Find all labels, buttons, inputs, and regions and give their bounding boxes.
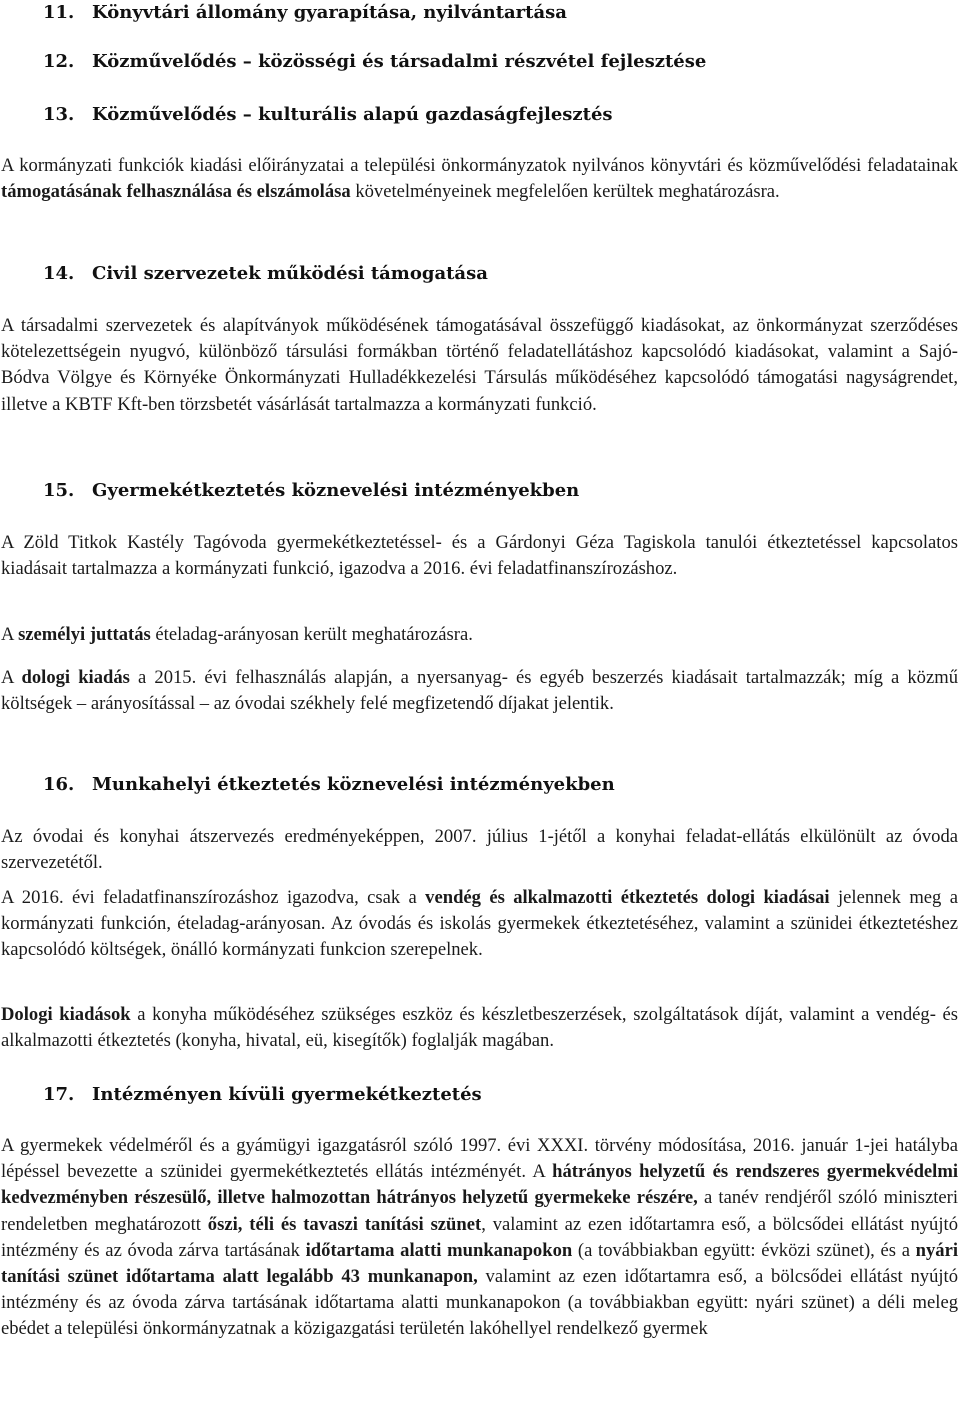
section-title: Civil szervezetek működési támogatása <box>92 263 488 284</box>
text-run: jelennek meg a kormányzati funkción, ételadag-arányosan. Az óvodás és iskolás gyermekek étkeztetéséhez, valamint a szünidei étkeztetéshez kapcsolódó költségek, önálló kormányzati funkcion szerepelnek. <box>1 887 958 961</box>
paragraph <box>1 824 958 876</box>
section-number: 12. <box>43 51 75 72</box>
text-run: A 2016. évi feladatfinanszírozáshoz igazodva, csak a <box>1 887 426 908</box>
text-run: A <box>1 667 22 688</box>
text-run: követelményeinek megfelelően kerültek meghatározásra. <box>350 181 780 203</box>
text-run: valamint az ezen időtartamra eső, a bölcsődei ellátást nyújtó intézmény és az óvoda zárva tartásának időtartama alatti munkanapokon (a továbbiakban együtt: nyári szünet) a déli meleg ebédet a települési önkormányzatnak a közigazgatási területén lakóhellyel rendelkező gyermek <box>1 1266 958 1340</box>
paragraph <box>1 1133 958 1343</box>
text-run: , valamint az ezen időtartamra eső, a bölcsődei ellátást nyújtó intézmény és az óvoda zárva tartásának <box>1 1213 958 1261</box>
paragraph <box>1 153 958 205</box>
section-number: 17. <box>43 1084 75 1105</box>
section-number: 13. <box>43 104 75 125</box>
text-run: A <box>1 624 19 645</box>
paragraph <box>1 530 958 582</box>
text-run: (a továbbiakban együtt: évközi szünet), és a <box>572 1239 916 1261</box>
paragraph <box>1 665 958 717</box>
section-number: 16. <box>43 774 75 795</box>
text-run: a tanév rendjéről szóló miniszteri rendeletben meghatározott <box>1 1187 958 1235</box>
text-run: ételadag-arányosan került meghatározásra. <box>150 624 473 645</box>
section-title: Gyermekétkeztetés köznevelési intézményekben <box>92 480 580 501</box>
section-title: Intézményen kívüli gyermekétkeztetés <box>92 1084 482 1105</box>
bold-text-run: nyári tanítási szünet időtartama alatt legalább 43 munkanapon, <box>1 1239 958 1288</box>
bold-text-run: személyi juttatás <box>18 624 151 645</box>
section-number: 11. <box>43 2 75 23</box>
bold-text-run: dologi kiadás <box>21 667 130 688</box>
section-title: Könyvtári állomány gyarapítása, nyilvántartása <box>92 2 567 23</box>
bold-text-run: időtartama alatti munkanapokon <box>305 1239 573 1261</box>
bold-text-run: vendég és alkalmazotti étkeztetés dologi kiadásai <box>425 887 830 908</box>
text-run: A kormányzati funkciók kiadási előirányzatai a települési önkormányzatok nyilvános könyvtári és közművelődési feladatainak <box>1 155 958 176</box>
section-number: 15. <box>43 480 75 501</box>
bold-text-run: őszi, téli és tavaszi tanítási szünet <box>207 1213 482 1235</box>
section-title: Közművelődés – kulturális alapú gazdaságfejlesztés <box>92 104 613 125</box>
text-run: Az óvodai és konyhai átszervezés eredményeképpen, 2007. július 1-jétől a konyhai feladat-ellátás elkülönült az óvoda szervezetétől. <box>1 826 958 874</box>
paragraph <box>1 885 958 964</box>
text-run: a 2015. évi felhasználás alapján, a nyersanyag- és egyéb beszerzés kiadásait tartalmazzák; míg a közmű költségek – arányosítással – az óvodai székhely felé megfizetendő díjakat jelentik. <box>1 667 958 715</box>
section-title: Közművelődés – közösségi és társadalmi részvétel fejlesztése <box>92 51 707 72</box>
text-run: a konyha működéséhez szükséges eszköz és készletbeszerzések, szolgáltatások díját, valamint a vendég- és alkalmazotti étkeztetés (konyha, hivatal, eü, kisegítők) foglalják magában. <box>1 1004 958 1052</box>
text-run: A gyermekek védelméről és a gyámügyi igazgatásról szóló 1997. évi XXXI. törvény módosítása, 2016. január 1-jei hatályba lépéssel bevezette a szünidei gyermekétkeztetés ellátás intézményét. A <box>1 1135 958 1183</box>
section-title: Munkahelyi étkeztetés köznevelési intézményekben <box>92 774 615 795</box>
paragraph <box>1 313 958 418</box>
section-number: 14. <box>43 263 75 284</box>
text-run: A társadalmi szervezetek és alapítványok működésének támogatásával összefüggő kiadásokat, az önkormányzat szerződéses kötelezettségein nyugvó, különböző társulási formákban történő feladatellátáshoz kapcsolódó kiadásokat, valamint a Sajó-Bódva Völgye és Környéke Önkormányzati Hulladékkezelési Társulás működéséhez kapcsolódó támogatási nagyságrendet, illetve a KBTF Kft-ben törzsbetét vásárlását tartalmazza a kormányzati funkció. <box>1 315 958 415</box>
paragraph <box>1 1002 958 1054</box>
bold-text-run: Dologi kiadások <box>1 1004 131 1025</box>
text-run: A Zöld Titkok Kastély Tagóvoda gyermekétkeztetéssel- és a Gárdonyi Géza Tagiskola tanulói étkeztetéssel kapcsolatos kiadásait tartalmazza a kormányzati funkció, igazodva a 2016. évi feladatfinanszírozáshoz. <box>1 532 958 580</box>
paragraph <box>1 622 958 648</box>
bold-text-run: támogatásának felhasználása és elszámolása <box>1 181 351 203</box>
bold-text-run: hátrányos helyzetű és rendszeres gyermekvédelmi kedvezményben részesülő, illetve halmozottan hátrányos helyzetű gyermekeke részére, <box>1 1161 958 1209</box>
